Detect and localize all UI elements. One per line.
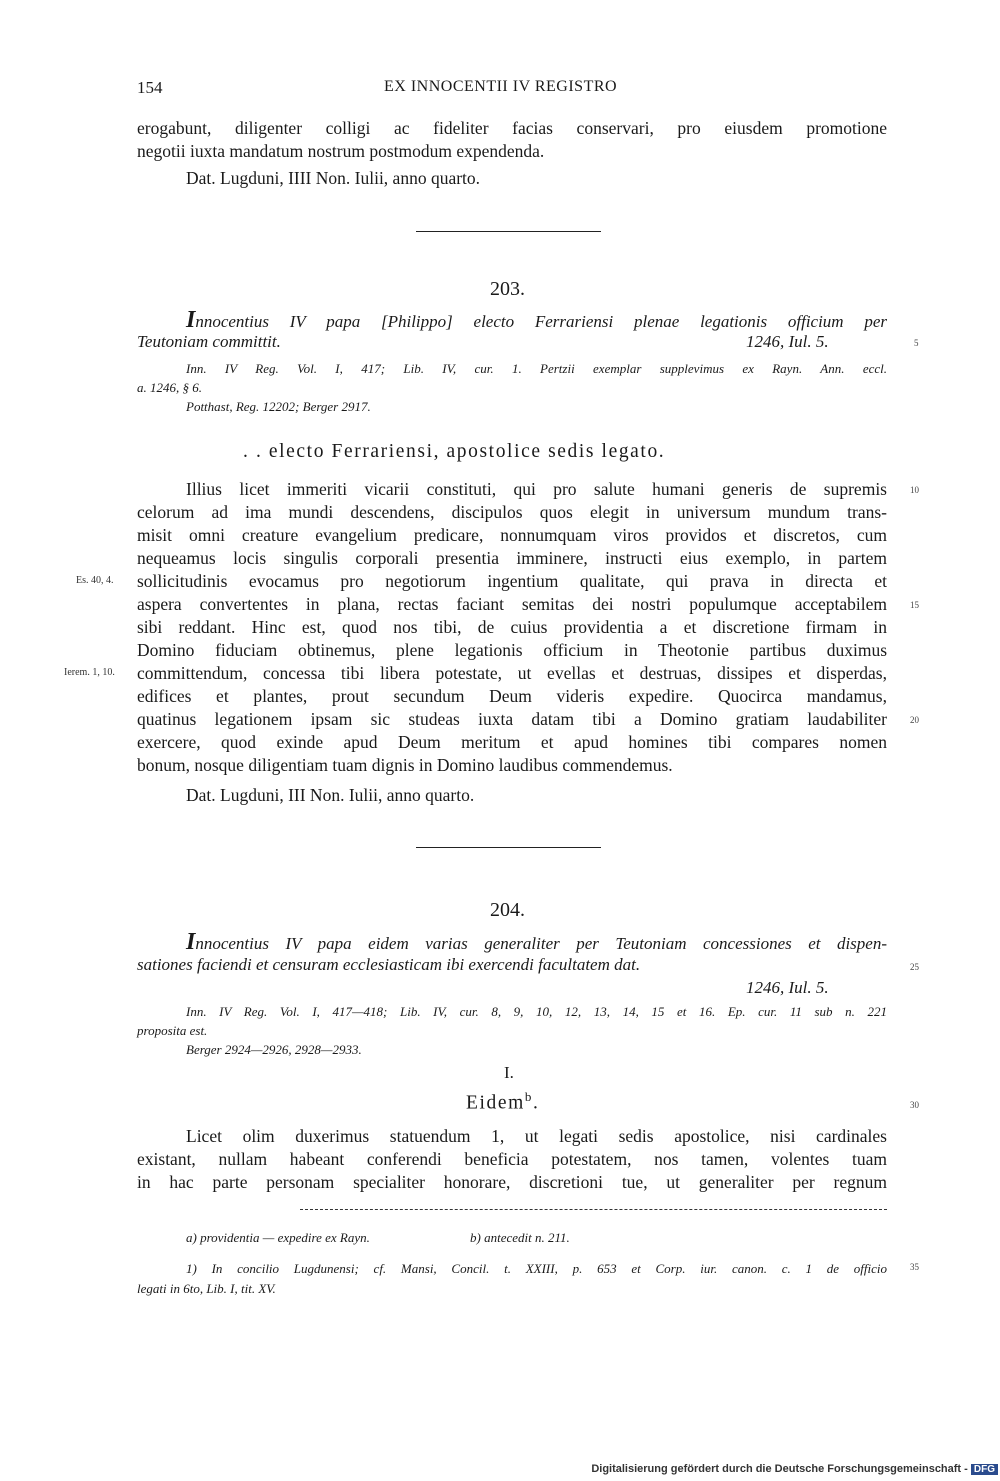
- footnote-1: 1) In concilio Lugdunensi; cf. Mansi, Concil. t. XXIII, p. 653 et Corp. iur. canon. c. 1 de officio: [186, 1261, 887, 1276]
- digitization-credit: [591, 1463, 998, 1475]
- margin-reference: Es. 40, 4.: [76, 575, 114, 586]
- section-rule: [416, 231, 601, 232]
- footnote-rule: [300, 1209, 887, 1210]
- text-line: existant, nullam habeant conferendi beneficia potestatem, nos tamen, volentes tuam: [137, 1149, 887, 1169]
- margin-line-number: 15: [910, 600, 919, 610]
- margin-line-number: 5: [914, 338, 919, 348]
- doc-date: 1246, Iul. 5.: [746, 332, 829, 351]
- text-line: sibi reddant. Hinc est, quod nos tibi, de cuius providentia a et discretione firmam in: [137, 617, 887, 637]
- section-rule: [416, 847, 601, 848]
- margin-line-number: 10: [910, 485, 919, 495]
- doc-number: 204.: [490, 899, 525, 921]
- intro-dat: Dat. Lugduni, IIII Non. Iulii, anno quarto.: [186, 168, 481, 188]
- doc-reference: proposita est.: [137, 1023, 208, 1038]
- doc-summary: sationes faciendi et censuram ecclesiasticam ibi exercendi facultatem dat.: [137, 955, 641, 974]
- doc-reference: Potthast, Reg. 12202; Berger 2917.: [186, 399, 371, 414]
- page-number: 154: [137, 78, 163, 97]
- intro-line: erogabunt, diligenter colligi ac fideliter facias conservari, pro eiusdem promotione: [137, 118, 887, 138]
- dfg-logo: DFG: [971, 1464, 998, 1475]
- section-number: I.: [504, 1063, 514, 1082]
- text-line: Domino fiduciam obtinemus, plene legationis officium in Theotonie partibus duximus: [137, 640, 887, 660]
- text-line: edifices et plantes, prout secundum Deum videris expedire. Quocirca mandamus,: [137, 686, 887, 706]
- text-line: in hac parte personam specialiter honorare, discretioni tue, ut generaliter per regnum: [137, 1172, 887, 1192]
- footnote-1: legati in 6to, Lib. I, tit. XV.: [137, 1281, 276, 1296]
- doc-number: 203.: [490, 278, 525, 300]
- text-line: bonum, nosque diligentiam tuam dignis in Domino laudibus commendemus.: [137, 755, 673, 775]
- footnote-b: b) antecedit n. 211.: [470, 1230, 570, 1245]
- text-line: committendum, concessa tibi libera potestate, ut evellas et destruas, dissipes et disperdas,: [137, 663, 887, 683]
- margin-line-number: 30: [910, 1100, 919, 1110]
- doc-summary: Teutoniam committit.: [137, 332, 281, 351]
- doc-reference: Inn. IV Reg. Vol. I, 417; Lib. IV, cur. 1. Pertzii exemplar supplevimus ex Rayn. Ann. eccl.: [186, 361, 887, 376]
- dropcap-letter: I: [186, 307, 196, 333]
- address-period: .: [533, 1092, 540, 1114]
- text-line: sollicitudinis evocamus pro negotiorum ingentium qualitate, qui prava in directa et: [137, 571, 887, 591]
- doc-reference: a. 1246, § 6.: [137, 380, 202, 395]
- doc-reference: Berger 2924—2926, 2928—2933.: [186, 1042, 362, 1057]
- doc-address-text: Eidem: [466, 1092, 525, 1114]
- doc-date: 1246, Iul. 5.: [746, 978, 829, 997]
- intro-line: negotii iuxta mandatum nostrum postmodum expendenda.: [137, 141, 545, 161]
- running-title: EX INNOCENTII IV REGISTRO: [384, 78, 618, 95]
- footnote-mark: b: [524, 1089, 534, 1104]
- text-line: quatinus legationem ipsam sic studeas iuxta datam tibi a Domino gratiam laudabiliter: [137, 709, 887, 729]
- doc-summary: [186, 929, 887, 956]
- text-line: Illius licet immeriti vicarii constituti, qui pro salute humani generis de supremis: [186, 479, 887, 499]
- doc-reference: Inn. IV Reg. Vol. I, 417—418; Lib. IV, cur. 8, 9, 10, 12, 13, 14, 15 et 16. Ep. cur. 11 sub n. 221: [186, 1004, 887, 1019]
- doc-summary: [186, 307, 887, 334]
- footnote-a: a) providentia — expedire ex Rayn.: [186, 1230, 370, 1245]
- doc-summary-text: nnocentius IV papa [Philippo] electo Ferrariensi plenae legationis officium per: [195, 312, 887, 331]
- text-line: misit omni creature evangelium predicare, nonnumquam viros providos et discretos, cum: [137, 525, 887, 545]
- margin-line-number: 20: [910, 715, 919, 725]
- doc-dat: Dat. Lugduni, III Non. Iulii, anno quarto.: [186, 785, 475, 805]
- margin-line-number: 25: [910, 962, 919, 972]
- text-line: nequeamus locis singulis corporali presentia imminere, instructi eius exemplo, in partem: [137, 548, 887, 568]
- dropcap-letter: I: [186, 929, 196, 955]
- credit-text: Digitalisierung gefördert durch die Deutsche Forschungsgemeinschaft -: [591, 1463, 968, 1475]
- margin-line-number: 35: [910, 1262, 919, 1272]
- margin-reference: Ierem. 1, 10.: [64, 667, 115, 678]
- text-line: celorum ad ima mundi descendens, discipulos quos elegit in universum mundum trans-: [137, 502, 887, 522]
- doc-address: . . electo Ferrariensi, apostolice sedis legato.: [243, 441, 666, 462]
- text-line: exercere, quod exinde apud Deum meritum et apud homines tibi compares nomen: [137, 732, 887, 752]
- doc-summary-text: nnocentius IV papa eidem varias generaliter per Teutoniam concessiones et dispen-: [195, 934, 887, 953]
- text-line: Licet olim duxerimus statuendum 1, ut legati sedis apostolice, nisi cardinales: [186, 1126, 887, 1146]
- doc-address: [466, 1089, 540, 1115]
- text-line: aspera convertentes in plana, rectas faciant semitas dei nostri populumque acceptabilem: [137, 594, 887, 614]
